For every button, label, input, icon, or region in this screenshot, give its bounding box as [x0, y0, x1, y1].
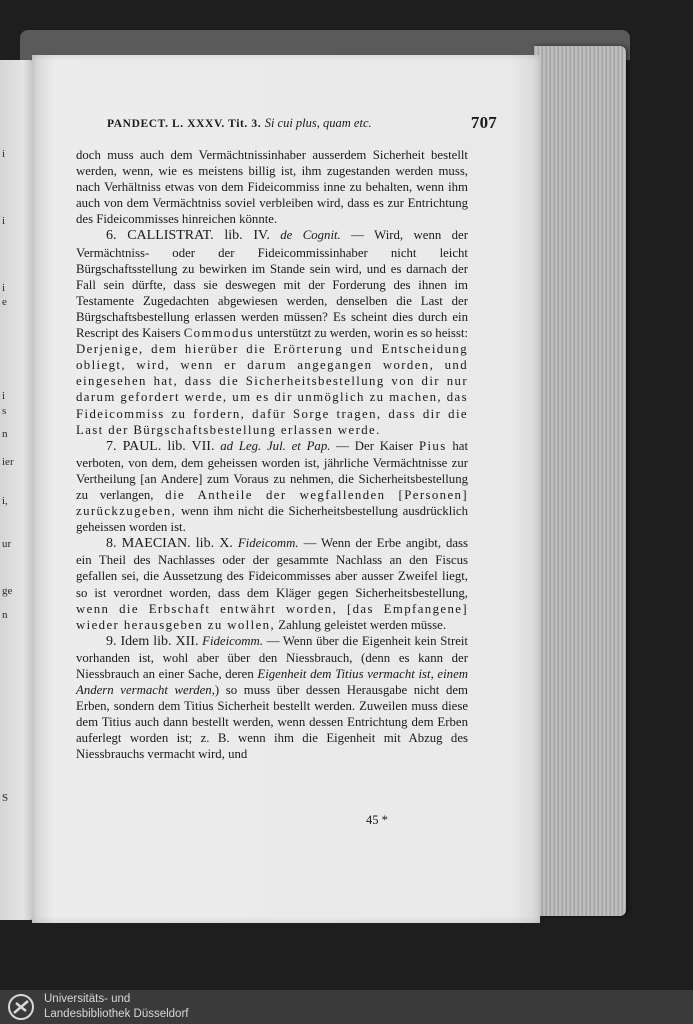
- left-page-fragment: n: [2, 428, 8, 440]
- italic-phrase: Eigenheit dem Titius vermacht ist, einem Andern vermacht werden,: [76, 667, 468, 698]
- left-page-edge: [0, 60, 36, 920]
- left-page-fragment: s: [2, 405, 7, 417]
- section-text: — Wenn über die Eigenheit kein Streit vorhanden ist, wohl aber über den Niessbrauch, (denn es kann der Niessbrauch an einer Sache, deren: [76, 633, 468, 681]
- left-page-fragment: S: [2, 792, 9, 804]
- section-heading-italic: Fideicomm.: [237, 536, 299, 551]
- paragraph-continuation: doch muss auch dem Vermächtnissinhaber ausserdem Sicherheit bestellt werden, wenn, wie es meistens billig ist, ihm zugestanden werden muss, nach Verhältniss etwas von dem Fideicommiss inne zu behalten, wenn ihm auch von dem Vermächtniss soviel verbleiben wird, dass es zur Entrichtung des Fideicommisses hinreichen könnte.: [76, 148, 468, 227]
- section-heading-italic: Fideicomm.: [202, 633, 263, 648]
- header-title: PANDECT. L. XXXV. Tit. 3.: [107, 118, 262, 130]
- spaced-name: Commodus: [183, 326, 254, 341]
- library-footer: [0, 990, 693, 1024]
- section-heading: 9. Idem lib. XII.: [106, 633, 199, 649]
- spaced-quote: wenn die Erbschaft entwährt worden, [das Empfangene] wieder herausgeben zu wollen,: [76, 601, 468, 632]
- section-6: [76, 227, 468, 437]
- left-page-fragment: ier: [2, 456, 14, 468]
- left-page-fragment: i: [2, 148, 6, 160]
- spaced-quote: Derjenige, dem hierüber die Erörterung und Entscheidung obliegt, wird, wenn er darum angegangen worden, und eingesehen hat, dass die Sicherheitsbestellung von dir nur darum gefordert werde, um es dir unmöglich zu machen, das Fideicommiss zu fordern, dafür Sorge tragen, dass dir die Last der Bürgschaftsbestellung erlassen werde.: [76, 342, 468, 437]
- left-page-fragment: ge: [2, 585, 13, 597]
- library-name-line1: Universitäts- und: [44, 993, 131, 1005]
- left-page-fragment: i: [2, 215, 6, 227]
- library-logo-icon: [6, 993, 36, 1021]
- section-heading-italic: ad Leg. Jul. et Pap.: [220, 438, 331, 453]
- page-stack-edge: [534, 46, 626, 916]
- page-number: 707: [470, 113, 497, 132]
- left-page-fragment: ur: [2, 538, 12, 550]
- spaced-quote: die Antheile der wegfallenden [Personen] zurückzugeben,: [76, 487, 468, 519]
- section-text: Zahlung geleistet werden müsse.: [278, 617, 447, 632]
- header-subtitle: Si cui plus, quam etc.: [264, 116, 372, 130]
- running-header: [107, 113, 497, 133]
- section-text: — Wenn der Erbe angibt, dass ein Theil des Nachlasses oder der gesammte Nachlass an den Fiscus gefallen sei, die Aussetzung des Fideicommisses aber ausser Zweifel liegt, so ist verordnet worden, dass dem Kläger gegen Sicherheitsbestellung,: [76, 536, 469, 600]
- spaced-name: Pius: [418, 438, 447, 453]
- section-7: [76, 438, 468, 536]
- left-page-fragment: i: [2, 282, 6, 294]
- section-text: unterstützt zu werden, worin es so heisst:: [257, 326, 469, 341]
- section-text: — Der Kaiser: [336, 438, 414, 453]
- section-text: ) so muss über dessen Herausgabe nicht dem Erben, sondern dem Titius Sicherheit bestellt werden. Zuweilen muss diese dem Titius auch dann bestellt werden, wenn dessen Entrichtung dem Erben auferlegt worden ist; z. B. wenn ihm die Eigenheit mit Abzug des Niessbrauchs vermacht wird, und: [76, 683, 468, 762]
- section-text: — Wird, wenn der Vermächtniss- oder der Fideicommissinhaber nicht leicht Bürgschaftsstellung zu bewirken im Stande sein wird, und es darnach der Fall sein dürfte, dass sie deswegen mit der Forderung des ihnen im Testamente Zugedachten abgewiesen werden, denselben die Last der Bürgschaftsbestellung erlassen werden müssen? Es scheint dies durch ein Rescript des Kaisers: [76, 228, 468, 341]
- left-page-fragment: n: [2, 609, 8, 621]
- book-page: [32, 55, 540, 923]
- left-page-fragment: e: [2, 296, 7, 308]
- section-9: [76, 633, 468, 763]
- page-body: [76, 147, 468, 763]
- section-text: wenn ihm nicht die Sicherheitsbestellung ausdrücklich geheissen worden ist.: [76, 504, 468, 535]
- section-heading: 6. CALLISTRAT. lib. IV.: [106, 228, 270, 244]
- section-text: hat verboten, von dem, dem geheissen worden ist, jährliche Vermächtnisse zur Vertheilung [an Andere] zum Voraus zu nehmen, die Sicherheitsbestellung zu verlangen,: [76, 438, 469, 502]
- section-heading: 7. PAUL. lib. VII.: [106, 438, 215, 454]
- section-heading: 8. MAECIAN. lib. X.: [106, 536, 233, 552]
- section-8: [76, 535, 468, 633]
- left-page-fragment: i: [2, 390, 6, 402]
- library-name-line2: Landesbibliothek Düsseldorf: [44, 1008, 189, 1020]
- left-page-fragment: i,: [2, 495, 8, 507]
- section-heading-italic: de Cognit.: [280, 228, 341, 243]
- signature-mark: 45 *: [366, 813, 388, 827]
